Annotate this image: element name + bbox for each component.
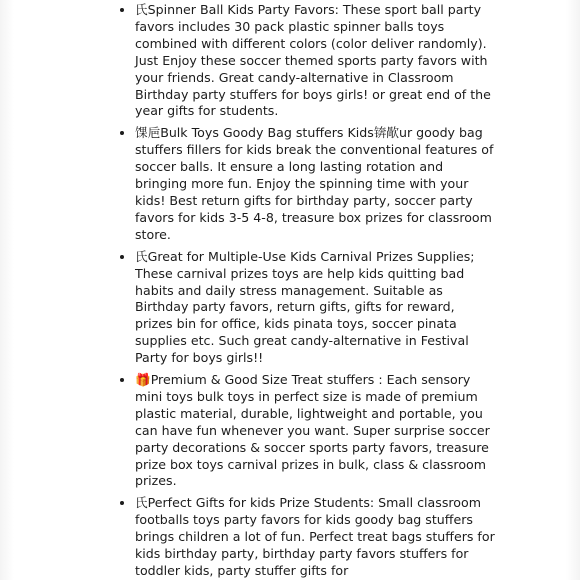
right-edge-shadow <box>566 0 580 580</box>
bullet-prefix: 氏 <box>135 2 148 17</box>
bullet-text: Spinner Ball Kids Party Favors: These sport ball party favors includes 30 pack plastic spinner balls toys combined with different colors (color deliver randomly). Just Enjoy these soccer themed sports party favors with your friends. Great candy-alternative in Classroom Birthday party stuffers for boys girls! or great end of the year gifts for students. <box>135 2 491 119</box>
bullet-prefix: 馃巵 <box>135 125 161 141</box>
feature-bullet-3 <box>135 249 495 367</box>
feature-bullet-list <box>108 2 495 580</box>
bullet-prefix: 氏 <box>135 248 148 264</box>
feature-bullet-1 <box>135 2 495 120</box>
bullet-text: Perfect Gifts for kids Prize Students: Small classroom footballs toys party favors for kids goody bag stuffers brings children a lot of fun. Perfect treat bags stuffers for kids birthday party, birthday party favors stuffers for toddler kids, party stuffer gifts for <box>135 495 495 578</box>
feature-bullet-5 <box>135 495 495 580</box>
bullet-text: Bulk Toys Goody Bag stuffers Kids锛歄ur goody bag stuffers fillers for kids break the conventional features of soccer balls. It ensure a long lasting rotation and bringing more fun. Enjoy the spinning time with your kids! Best return gifts for birthday party, soccer party favors for kids 3-5 4-8, treasure box prizes for classroom store. <box>135 125 494 242</box>
feature-bullet-2 <box>135 125 495 243</box>
bullet-prefix: 氏 <box>135 495 148 511</box>
left-edge-shadow <box>0 0 14 580</box>
bullet-text: Premium & Good Size Treat stuffers : Each sensory mini toys bulk toys in perfect size is made of premium plastic material, durable, lightweight and portable, you can have fun whenever you want. Super surprise soccer party decorations & soccer sports party favors, treasure prize box toys carnival prizes in bulk, class & classroom prizes. <box>135 372 490 489</box>
bullet-text: Great for Multiple-Use Kids Carnival Prizes Supplies; These carnival prizes toys are help kids quitting bad habits and daily stress management. Suitable as Birthday party favors, return gifts, gifts for reward, prizes bin for office, kids pinata toys, soccer pinata supplies etc. Such great candy-alternative in Festival Party for boys girls!! <box>135 248 475 366</box>
gift-icon: 🎁 <box>135 372 151 388</box>
feature-bullet-4 <box>135 372 495 490</box>
